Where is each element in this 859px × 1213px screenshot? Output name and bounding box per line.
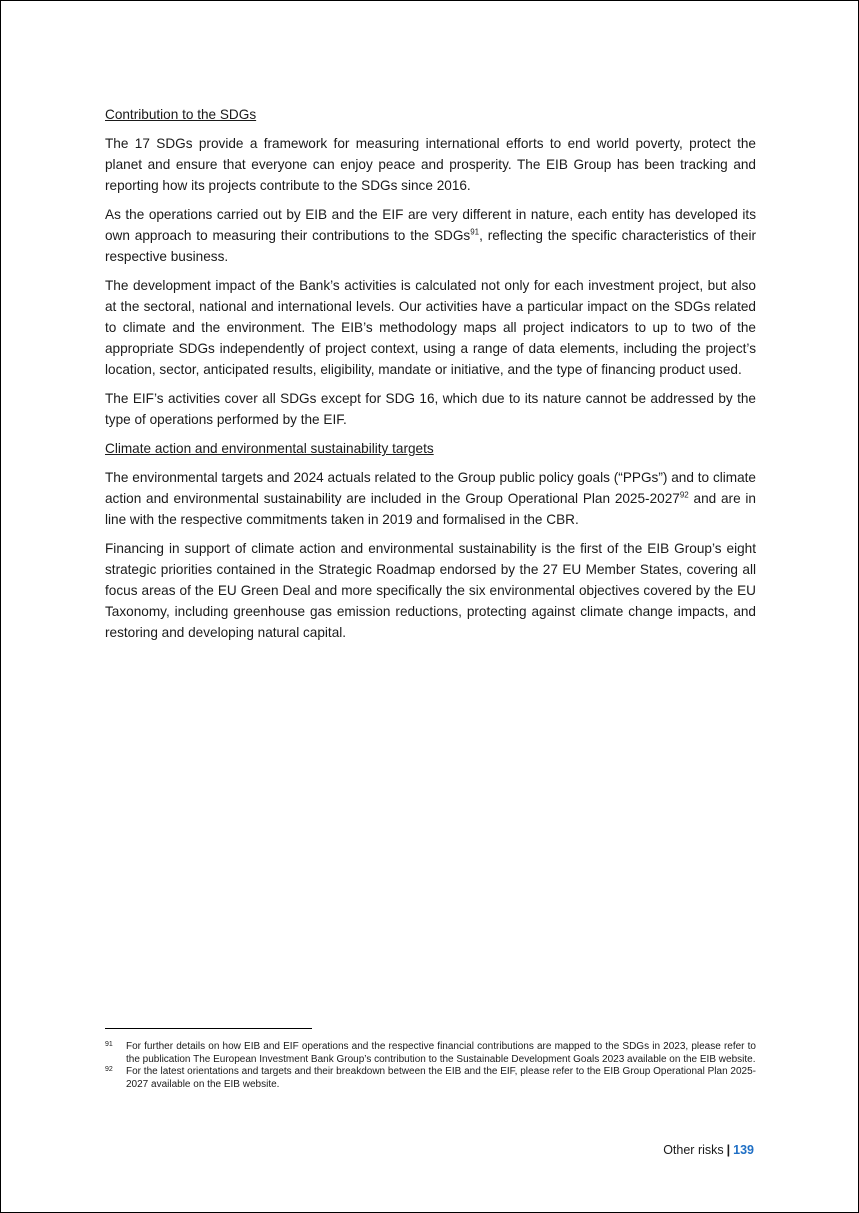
section-heading-sdgs: Contribution to the SDGs [105,107,257,122]
footnote-divider [105,1028,312,1029]
paragraph-eif-activities: The EIF’s activities cover all SDGs except for SDG 16, which due to its nature cannot be addressed by the type of operations performed by the EIF. [105,391,756,427]
footnote-text: For the latest orientations and targets and their breakdown between the EIB and the EIF, please refer to the EIB Group Operational Plan 2025-2027 available on the EIB website. [126,1066,756,1090]
paragraph-sdgs-framework: The 17 SDGs provide a framework for measuring international efforts to end world poverty, protect the planet and ensure that everyone can enjoy peace and prosperity. The EIB Group has been tracking and reporting how its projects contribute to the SDGs since 2016. [105,136,756,193]
page-footer [663,1142,754,1158]
page-number: 139 [733,1143,754,1157]
paragraph-climate-financing: Financing in support of climate action and environmental sustainability is the first of the EIB Group’s eight strategic priorities contained in the Strategic Roadmap endorsed by the 27 EU Member States, covering all focus areas of the EU Green Deal and more specifically the six environmental objectives covered by the EU Taxonomy, including greenhouse gas emission reductions, protecting against climate change impacts, and restoring and developing natural capital. [105,541,756,640]
footnotes [105,1041,756,1091]
paragraph-targets-text: The environmental targets and 2024 actuals related to the Group public policy goals (“PPGs”) and to climate action and environmental sustainability are included in the Group Operational Plan 2025-2027 [105,470,756,506]
paragraph-approach-text: As the operations carried out by EIB and the EIF are very different in nature, each entity has developed its own approach to measuring their contributions to the SDGs [105,207,756,243]
paragraph-approach [105,204,756,267]
footnote-text: For further details on how EIB and EIF operations and the respective financial contributions are mapped to the SDGs in 2023, please refer to the publication The European Investment Bank Group’s contribution to the Sustainable Development Goals 2023 available on the EIB website. [126,1041,756,1065]
footnote-92 [105,1066,756,1091]
footnote-number: 91 [105,1041,113,1048]
main-content [105,104,756,651]
paragraph-environmental-targets [105,467,756,530]
section-heading-climate: Climate action and environmental sustainability targets [105,441,434,456]
paragraph-approach-text-end: , reflecting the specific characteristics of their respective business. [105,228,756,264]
footnote-ref-91[interactable]: 91 [470,227,480,237]
footnote-number: 92 [105,1066,113,1073]
footnote-91 [105,1041,756,1066]
paragraph-development-impact: The development impact of the Bank’s activities is calculated not only for each investment project, but also at the sectoral, national and international levels. Our activities have a particular impact on the SDGs related to climate and the environment. The EIB’s methodology maps all project indicators to up to two of the appropriate SDGs independently of project context, using a range of data elements, including the project’s location, sector, anticipated results, eligibility, mandate or initiative, and the type of financing product used. [105,278,756,377]
footnote-ref-92[interactable]: 92 [679,490,689,500]
paragraph-targets-text-end: and are in line with the respective commitments taken in 2019 and formalised in the CBR. [105,491,756,527]
footer-separator: | [726,1143,731,1157]
footer-section-title: Other risks [663,1143,724,1157]
